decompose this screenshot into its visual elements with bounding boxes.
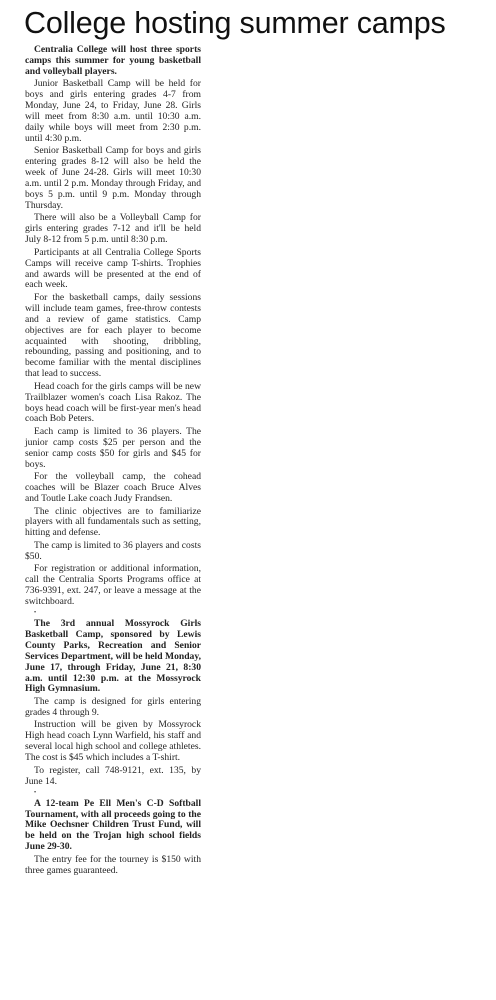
paragraph: Centralia College will host three sports camps this summer for young basketball and volleyball players.	[25, 44, 201, 77]
paragraph: The clinic objectives are to familiarize players with all fundamentals such as setting, hitting and defense.	[25, 505, 201, 539]
section-divider: •	[34, 610, 37, 617]
paragraph: A 12-team Pe Ell Men's C-D Softball Tournament, with all proceeds going to the Mike Oechsner Children Trust Fund, will be held on the Trojan high school fields June 29-30.	[25, 797, 201, 853]
headline: College hosting summer camps	[24, 6, 446, 40]
paragraph: The entry fee for the tourney is $150 with three games guaranteed.	[25, 853, 201, 876]
paragraph: Head coach for the girls camps will be new Trailblazer women's coach Lisa Rakoz. The boys head coach will be first-year men's head coach Bob Peters.	[25, 380, 201, 425]
paragraph: The 3rd annual Mossyrock Girls Basketball Camp, sponsored by Lewis County Parks, Recreation and Senior Services Department, will be held Monday, June 17, through Friday, June 21, 8:30 a.m. until 12:30 p.m. at the Mossyrock High Gymnasium.	[25, 618, 201, 695]
paragraph: For the volleyball camp, the cohead coaches will be Blazer coach Bruce Alves and Toutle Lake coach Judy Frandsen.	[25, 471, 201, 504]
paragraph: Each camp is limited to 36 players. The junior camp costs $25 per person and the senior camp costs $50 for girls and $45 for boys.	[25, 425, 201, 470]
paragraph: Junior Basketball Camp will be held for boys and girls entering grades 4-7 from Monday, June 24, to Friday, June 28. Girls will meet from 8:30 a.m. until 10:30 a.m. daily while boys will meet from 2:30 p.m. until 4:30 p.m.	[25, 78, 201, 144]
paragraph: For registration or additional information, call the Centralia Sports Programs office at 736-9391, ext. 247, or leave a message at the switchboard.	[25, 563, 201, 607]
paragraph: There will also be a Volleyball Camp for girls entering grades 7-12 and it'll be held July 8-12 from 5 p.m. until 8:30 p.m.	[25, 212, 201, 246]
paragraph: Instruction will be given by Mossyrock High head coach Lynn Warfield, his staff and several local high school and college athletes. The cost is $45 which includes a T-shirt.	[25, 719, 201, 764]
paragraph: To register, call 748-9121, ext. 135, by June 14.	[25, 764, 201, 787]
paragraph: The camp is designed for girls entering grades 4 through 9.	[25, 695, 201, 718]
section-divider: •	[34, 790, 37, 796]
paragraph: The camp is limited to 36 players and costs $50.	[25, 539, 201, 562]
article-column	[25, 45, 201, 878]
paragraph: Participants at all Centralia College Sports Camps will receive camp T-shirts. Trophies and awards will be presented at the end of each week.	[25, 246, 201, 291]
paragraph: Senior Basketball Camp for boys and girls entering grades 8-12 will also be held the week of June 24-28. Girls will meet 10:30 a.m. until 2 p.m. Monday through Friday, and boys 5 p.m. until 9 p.m. Monday through Thursday.	[25, 145, 201, 211]
paragraph: For the basketball camps, daily sessions will include team games, free-throw contests and a review of game statistics. Camp objectives are for each player to become acquainted with shooting, dribbling, rebounding, passing and positioning, and to become familiar with the mental disciplines that lead to success.	[25, 291, 201, 380]
